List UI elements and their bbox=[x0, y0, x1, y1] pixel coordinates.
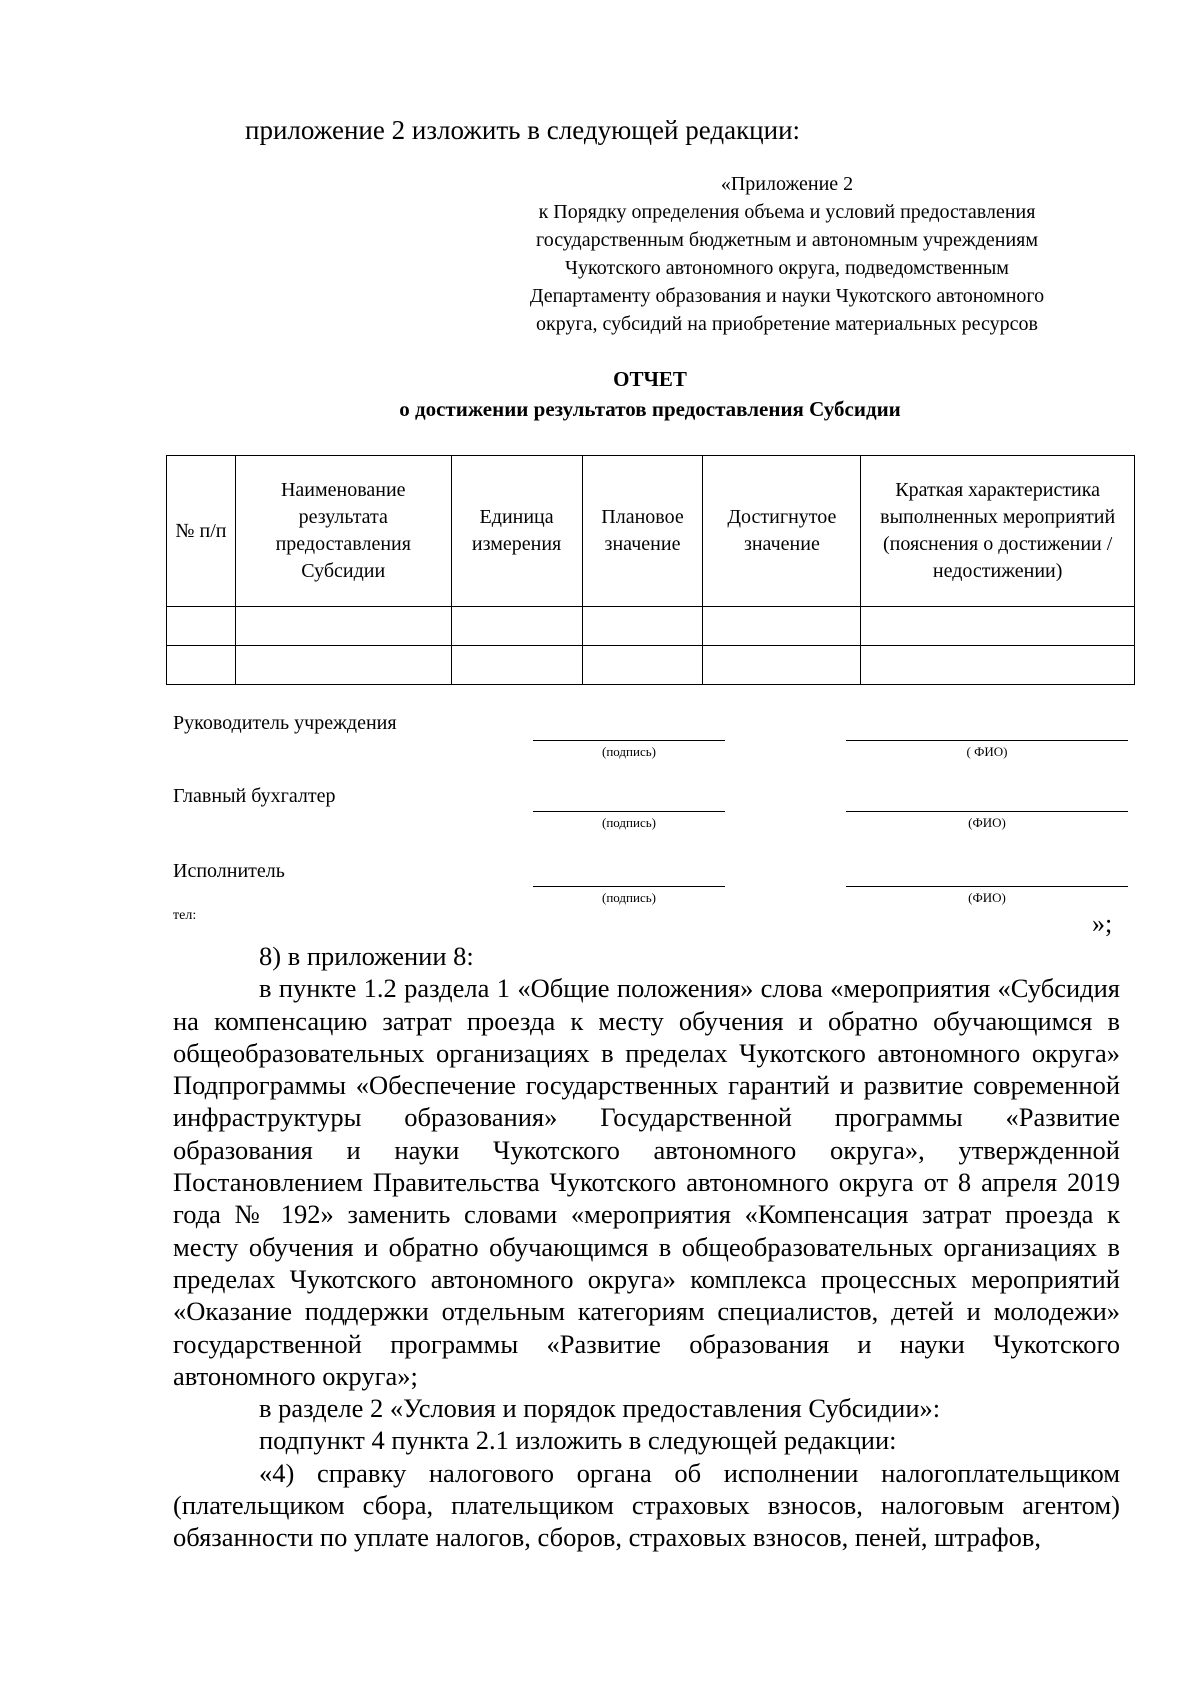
annex-header-line: Департаменту образования и науки Чукотского автономного bbox=[529, 285, 1045, 307]
table-header-row bbox=[167, 456, 1135, 607]
table-cell bbox=[451, 646, 582, 685]
signature-caption: (подпись) bbox=[602, 744, 656, 759]
table-row bbox=[167, 646, 1135, 685]
table-header-cell: Краткая характеристика выполненных мероприятий (пояснения о достижении / недостижении) bbox=[861, 456, 1135, 607]
table-cell bbox=[235, 607, 451, 646]
name-caption: (ФИО) bbox=[968, 815, 1006, 830]
signature-line bbox=[533, 740, 725, 741]
intro-line: приложение 2 изложить в следующей редакции: bbox=[245, 115, 801, 145]
table-header-cell: Единица измерения bbox=[451, 456, 582, 607]
report-table bbox=[166, 455, 1135, 685]
annex-header-line: государственным бюджетным и автономным учреждениям bbox=[535, 229, 1039, 251]
table-cell bbox=[861, 646, 1135, 685]
signature-caption: (подпись) bbox=[602, 815, 656, 830]
table-header-cell: Плановое значение bbox=[582, 456, 703, 607]
annex-header-line: к Порядку определения объема и условий предоставления bbox=[538, 201, 1036, 223]
body-text bbox=[173, 940, 1120, 1554]
paragraph: в пункте 1.2 раздела 1 «Общие положения» слова «мероприятия «Субсидия на компенсацию затрат проезда к месту обучения и обратно обучающимся в общеобразовательных организациях в пределах Чукотского автономного округа» Подпрограммы «Обеспечение государственных гарантий и развитие современной инфраструктуры образования» Государственной программы «Развитие образования и науки Чукотского автономного округа», утвержденной Постановлением Правительства Чукотского автономного округа от 8 апреля 2019 года № 192» заменить словами «мероприятия «Компенсация затрат проезда к месту обучения и обратно обучающимся в общеобразовательных организациях в пределах Чукотского автономного округа» комплекса процессных мероприятий «Оказание поддержки отдельным категориям специалистов, детей и молодежи» государственной программы «Развитие образования и науки Чукотского автономного округа»; bbox=[173, 973, 1120, 1391]
tel-label: тел: bbox=[173, 908, 197, 923]
signature-line bbox=[533, 886, 725, 887]
paragraph: «4) справку налогового органа об исполнении налогоплательщиком (плательщиком сбора, плательщиком страховых взносов, налоговым агентом) обязанности по уплате налогов, сборов, страховых взносов, пеней, штрафов, bbox=[173, 1457, 1120, 1553]
annex-header-line: округа, субсидий на приобретение материальных ресурсов bbox=[536, 313, 1038, 335]
annex-header-line: «Приложение 2 bbox=[720, 173, 854, 195]
name-line bbox=[846, 740, 1128, 741]
paragraph: 8) в приложении 8: bbox=[259, 941, 474, 971]
report-subtitle: о достижении результатов предоставления Субсидии bbox=[399, 397, 901, 421]
signature-label: Исполнитель bbox=[173, 860, 285, 882]
table-header-cell: № п/п bbox=[167, 456, 236, 607]
paragraph: в разделе 2 «Условия и порядок предоставления Субсидии»: bbox=[259, 1393, 941, 1424]
table-cell bbox=[235, 646, 451, 685]
name-line bbox=[846, 886, 1128, 887]
table-row bbox=[167, 607, 1135, 646]
table-header-cell: Достигнутое значение bbox=[703, 456, 861, 607]
table-cell bbox=[703, 607, 861, 646]
table-cell bbox=[703, 646, 861, 685]
table-cell bbox=[861, 607, 1135, 646]
table-cell bbox=[451, 607, 582, 646]
name-caption: (ФИО) bbox=[968, 890, 1006, 905]
annex-header-line: Чукотского автономного округа, подведомственным bbox=[565, 257, 1009, 279]
name-line bbox=[846, 811, 1128, 812]
paragraph: подпункт 4 пункта 2.1 изложить в следующей редакции: bbox=[259, 1425, 897, 1456]
signature-caption: (подпись) bbox=[602, 890, 656, 905]
closing-quote: »; bbox=[1092, 909, 1113, 938]
signature-label: Главный бухгалтер bbox=[173, 785, 336, 807]
annex-header bbox=[462, 170, 1112, 338]
table-cell bbox=[167, 646, 236, 685]
table-cell bbox=[582, 646, 703, 685]
table-cell bbox=[582, 607, 703, 646]
name-caption: ( ФИО) bbox=[966, 744, 1008, 759]
signature-label: Руководитель учреждения bbox=[173, 712, 397, 734]
table-cell bbox=[167, 607, 236, 646]
table-header-cell: Наименование результата предоставления Субсидии bbox=[235, 456, 451, 607]
signature-line bbox=[533, 811, 725, 812]
report-title: ОТЧЕТ bbox=[613, 367, 687, 391]
